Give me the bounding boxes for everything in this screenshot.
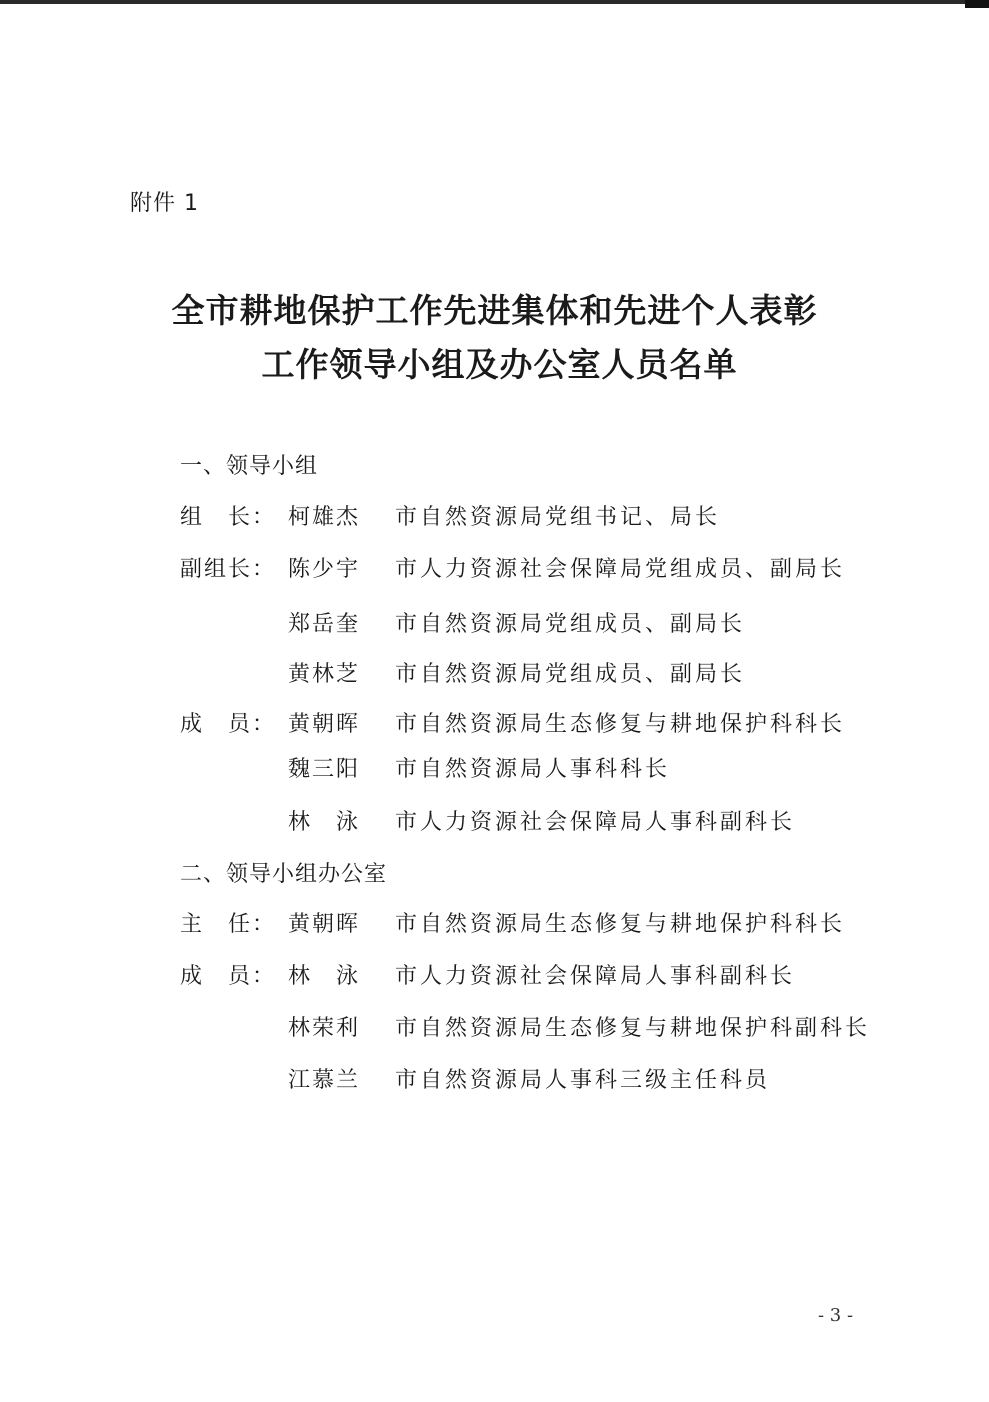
member-post: 市人力资源社会保障局党组成员、副局长 [395,557,846,582]
member-post: 市自然资源局人事科科长 [395,757,671,782]
attachment-label: 附件 1 [130,191,199,216]
member-name: 黄朝晖 [288,912,361,937]
section-heading-leading-group: 一、领导小组 [180,454,319,479]
member-name: 郑岳奎 [288,612,361,637]
member-post: 市自然资源局党组成员、副局长 [395,662,746,687]
scan-edge [0,0,989,4]
member-name: 黄林芝 [288,662,361,687]
member-name: 柯雄杰 [288,505,361,530]
section-heading-office: 二、领导小组办公室 [180,862,388,887]
member-role: 组 长： [180,505,277,530]
scan-corner-mark [965,0,989,8]
member-post: 市自然资源局人事科三级主任科员 [395,1068,771,1093]
member-role: 成 员： [180,712,277,737]
member-name: 魏三阳 [288,757,361,782]
member-post: 市人力资源社会保障局人事科副科长 [395,810,796,835]
member-role: 成 员： [180,964,277,989]
member-role: 副组长： [180,557,277,582]
member-name: 江慕兰 [288,1068,361,1093]
member-name: 林荣利 [288,1016,361,1041]
member-name: 陈少宇 [288,557,361,582]
title-line-2: 工作领导小组及办公室人员名单 [261,345,738,384]
member-post: 市自然资源局党组书记、局长 [395,505,721,530]
document-title [0,284,989,392]
member-post: 市自然资源局党组成员、副局长 [395,612,746,637]
member-name: 黄朝晖 [288,712,361,737]
page-number: - 3 - [818,1305,854,1326]
member-post: 市自然资源局生态修复与耕地保护科科长 [395,912,846,937]
member-post: 市自然资源局生态修复与耕地保护科副科长 [395,1016,871,1041]
member-name: 林 泳 [288,964,361,989]
title-line-1: 全市耕地保护工作先进集体和先进个人表彰 [171,291,818,330]
member-name: 林 泳 [288,810,361,835]
member-post: 市人力资源社会保障局人事科副科长 [395,964,796,989]
member-post: 市自然资源局生态修复与耕地保护科科长 [395,712,846,737]
member-role: 主 任： [180,912,277,937]
